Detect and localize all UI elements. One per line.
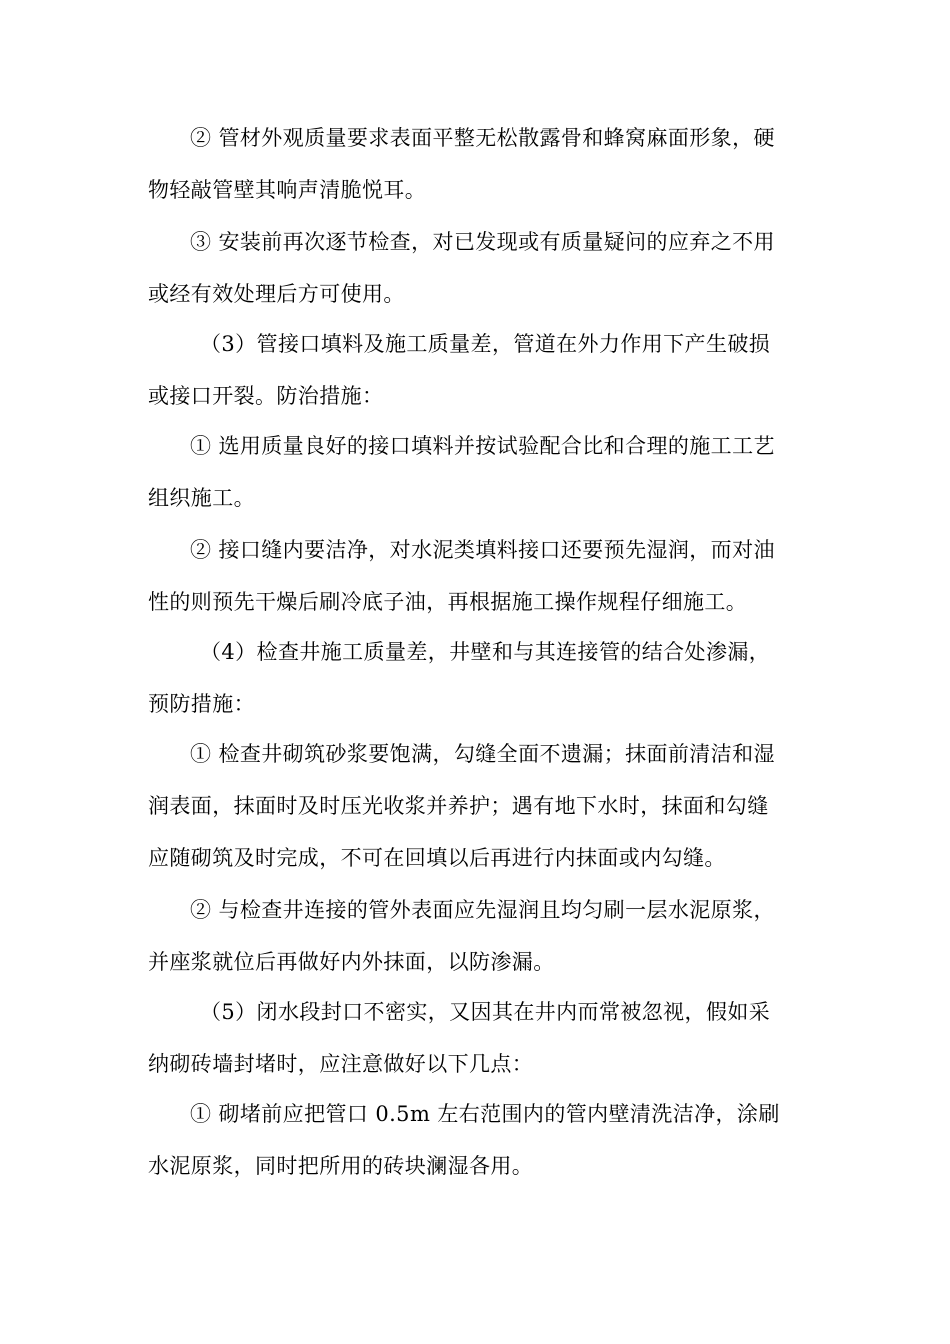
paragraph-pre-install-check (148, 216, 803, 320)
paragraph-joint-filler (148, 420, 803, 524)
text-line: 水泥原浆，同时把所用的砖块澜湿各用。 (148, 1154, 534, 1178)
paragraph-seal-section (148, 986, 803, 1090)
paragraph-manhole-quality (148, 626, 803, 730)
text-line: 组织施工。 (148, 486, 255, 510)
text-line: ① 检查井砌筑砂浆要饱满，勾缝全面不遗漏；抹面前清洁和湿 (190, 742, 775, 766)
text-line: 物轻敲管壁其响声清脆悦耳。 (148, 178, 427, 202)
paragraph-pipe-appearance (148, 112, 803, 216)
text-line: ② 管材外观质量要求表面平整无松散露骨和蜂窝麻面形象，硬 (190, 126, 775, 150)
paragraph-brick-seal (148, 1088, 803, 1192)
text-line: 或经有效处理后方可使用。 (148, 282, 405, 306)
paragraph-joint-quality (148, 318, 803, 422)
text-line: 纳砌砖墙封堵时，应注意做好以下几点： (148, 1052, 534, 1076)
paragraph-manhole-mortar (148, 728, 803, 884)
text-line: ② 与检查井连接的管外表面应先湿润且均匀刷一层水泥原浆， (190, 898, 775, 922)
text-line: 或接口开裂。防治措施： (148, 384, 384, 408)
text-line: 润表面，抹面时及时压光收浆并养护；遇有地下水时，抹面和勾缝 (148, 794, 769, 818)
text-line: 预防措施： (148, 692, 255, 716)
text-line: （4）检查井施工质量差，井壁和与其连接管的结合处渗漏， (200, 640, 771, 664)
text-line: （5）闭水段封口不密实，又因其在井内而常被忽视，假如采 (200, 1000, 771, 1024)
text-line: ② 接口缝内要洁净，对水泥类填料接口还要预先湿润，而对油 (190, 538, 775, 562)
paragraph-pipe-connection (148, 884, 803, 988)
text-line: ① 选用质量良好的接口填料并按试验配合比和合理的施工工艺 (190, 434, 775, 458)
text-line: 并座浆就位后再做好内外抹面，以防渗漏。 (148, 950, 555, 974)
text-line: 性的则预先干燥后刷冷底子油，再根据施工操作规程仔细施工。 (148, 590, 748, 614)
text-line: （3）管接口填料及施工质量差，管道在外力作用下产生破损 (200, 332, 771, 356)
text-line: 应随砌筑及时完成，不可在回填以后再进行内抹面或内勾缝。 (148, 846, 726, 870)
paragraph-joint-clean (148, 524, 803, 628)
text-line: ① 砌堵前应把管口 0.5m 左右范围内的管内壁清洗洁净，涂刷 (190, 1102, 780, 1126)
text-line: ③ 安装前再次逐节检查，对已发现或有质量疑问的应弃之不用 (190, 230, 775, 254)
